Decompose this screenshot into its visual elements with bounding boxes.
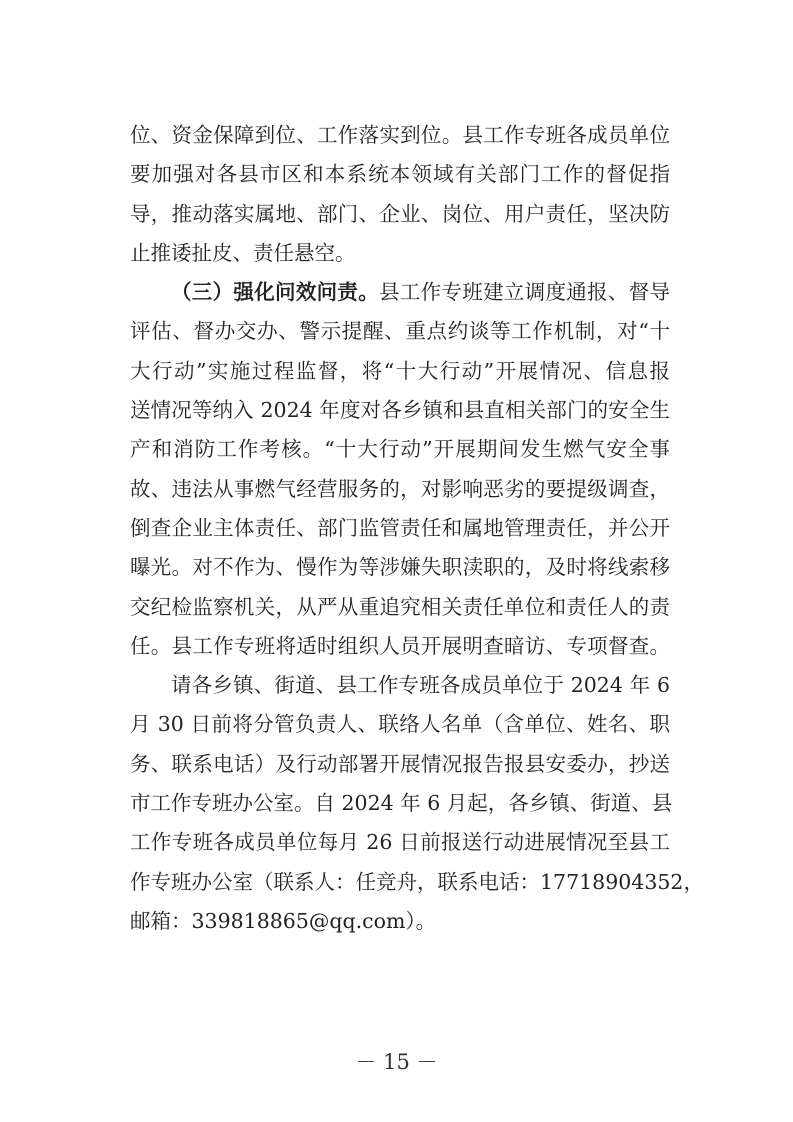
text-line: 请各乡镇、街道、县工作专班各成员单位于 2024 年 6 [171,673,670,698]
text-line: 产和消防工作考核。“十大行动”开展期间发生燃气安全事 [130,437,670,462]
text-line: 曝光。对不作为、慢作为等涉嫌失职渎职的，及时将线索移 [130,555,670,580]
text-line: 位、资金保障到位、工作落实到位。县工作专班各成员单位 [130,123,670,147]
section-heading-line [130,273,670,312]
text-line: 月 30 日前将分管负责人、联络人名单（含单位、姓名、职 [130,712,670,737]
text-line: 大行动”实施过程监督，将“十大行动”开展情况、信息报 [130,358,670,383]
text-line: 工作专班各成员单位每月 26 日前报送行动进展情况至县工 [130,830,670,855]
text-line: 作专班办公室（联系人：任竞舟，联系电话：17718904352， [130,869,704,894]
text-line: 交纪检监察机关，从严从重追究相关责任单位和责任人的责 [130,594,670,619]
text-line: 止推诿扯皮、责任悬空。 [130,240,356,265]
text-line: 务、联系电话）及行动部署开展情况报告报县安委办，抄送 [130,751,670,776]
text-line: 导，推动落实属地、部门、企业、岗位、用户责任，坚决防 [130,201,670,226]
text-line: 邮箱：339818865@qq.com）。 [130,908,437,933]
text-line: 要加强对各县市区和本系统本领域有关部门工作的督促指 [130,162,670,187]
text-line: 故、违法从事燃气经营服务的，对影响恶劣的要提级调查， [130,476,670,501]
text-line: 送情况等纳入 2024 年度对各乡镇和县直相关部门的安全生 [130,398,670,423]
text-line: 市工作专班办公室。自 2024 年 6 月起，各乡镇、街道、县 [130,791,673,816]
document-body [130,116,704,941]
text-line: 评估、督办交办、警示提醒、重点约谈等工作机制，对“十 [130,319,670,344]
section-heading: （三）强化问效问责。 [171,280,380,305]
page-number: － 15 － [355,1050,438,1074]
text-line: 倒查企业主体责任、部门监管责任和属地管理责任，并公开 [130,515,670,540]
text-run: 县工作专班建立调度通报、督导 [379,280,671,305]
text-line: 任。县工作专班将适时组织人员开展明查暗访、专项督查。 [130,633,670,658]
